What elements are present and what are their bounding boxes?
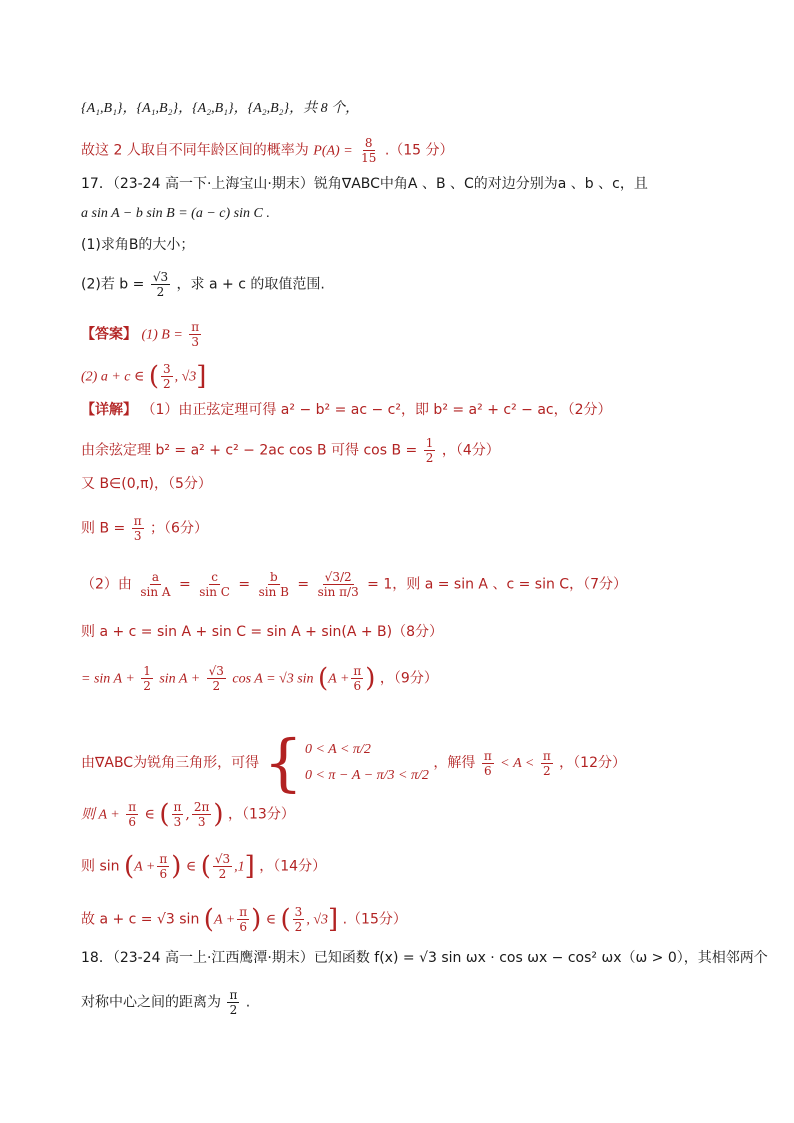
sample-sets: {A₁,B₁}，{A₁,B₂}，{A₂,B₁}，{A₂,B₂}，共 8 个，	[81, 101, 360, 116]
question-17-condition: a sin A − b sin B = (a − c) sin C .	[81, 206, 270, 221]
question-18-heading: 18．（23-24 高一上·江西鹰潭·期末）已知函数 f(x) = √3 sin ωx · cos ωx − cos² ωx（ω > 0），其相邻两个	[81, 950, 768, 966]
question-18-line2: 对称中心之间的距离为 $\frac{\pi}{2}$ .	[81, 988, 251, 1017]
detail-step-7: = sin A + $\frac{1}{2}$ sin A + $\frac{√3}{2}$ cos A = √3 sin (A + $\frac{\pi}{6}$ ) ，（9分）	[81, 663, 438, 694]
inequality-system: { 0 < A < π/2 0 < π − A − π/3 < π/2	[263, 726, 429, 799]
answer-label: 【答案】	[81, 326, 137, 343]
detail-step-9: 则 A + $\frac{\pi}{6}$ ∈ ( $\frac{\pi}{3}$ , $\frac{2\pi}{3}$ ) ，（13分）	[81, 799, 295, 830]
answer-1: 【答案】 (1) B = $\frac{\pi}{3}$	[81, 320, 200, 349]
detail-step-11: 故 a + c = √3 sin (A + $\frac{\pi}{6}$ ) ∈ ( $\frac{3}{2}$ , √3] .（15分）	[81, 904, 407, 935]
detail-step-4: 则 B = $\frac{\pi}{3}$ ；（6分）	[81, 514, 208, 543]
detail-step-1: 【详解】 （1）由正弦定理可得 a² − b² = ac − c²，即 b² = a² + c² − ac，（2分）	[81, 402, 612, 418]
probability-fraction: $\frac{8}{15}$	[361, 136, 377, 165]
detail-step-5: （2）由 $\frac{a}{\text{sin A}}$ = $\frac{c}{\text{sin C}}$ = $\frac{b}{\text{sin B}}$ = $\frac{√3/2}{\text{sin π/3}}$ = 1，则 a = sin A 、c = sin C，（7分）	[81, 570, 627, 599]
detail-step-2: 由余弦定理 b² = a² + c² − 2ac cos B 可得 cos B = $\frac{1}{2}$ ，（4分）	[81, 436, 500, 465]
probability-line: 故这 2 人取自不同年龄区间的概率为 P(A) = $\frac{8}{15}$ .（15 分）	[81, 136, 454, 165]
question-17-heading: 17．（23-24 高一下·上海宝山·期末）锐角∇ABC中角A 、B 、C的对边分别为a 、b 、c，且	[81, 176, 648, 192]
sample-sets-line	[81, 98, 359, 119]
detail-step-10: 则 sin (A + $\frac{\pi}{6}$ ) ∈ ( $\frac{√3}{2}$ ,1] ，（14分）	[81, 851, 327, 882]
detail-label: 【详解】	[81, 402, 137, 418]
detail-step-8: 由∇ABC为锐角三角形，可得 { 0 < A < π/2 0 < π − A − π/3 < π/2 ，解得 $\frac{\pi}{6}$ < A < $\frac{\pi}{2}$ ，（12分）	[81, 726, 626, 799]
answer-2: (2) a + c ∈ ( $\frac{3}{2}$ , √3]	[81, 361, 207, 392]
detail-step-6: 则 a + c = sin A + sin C = sin A + sin(A + B)（8分）	[81, 624, 444, 640]
detail-step-3: 又 B∈(0,π)，（5分）	[81, 476, 212, 492]
question-17-part1: (1)求角B的大小；	[81, 237, 195, 253]
question-17-part2: (2)若 b = $\frac{√3}{2}$ ，求 a + c 的取值范围.	[81, 270, 325, 299]
